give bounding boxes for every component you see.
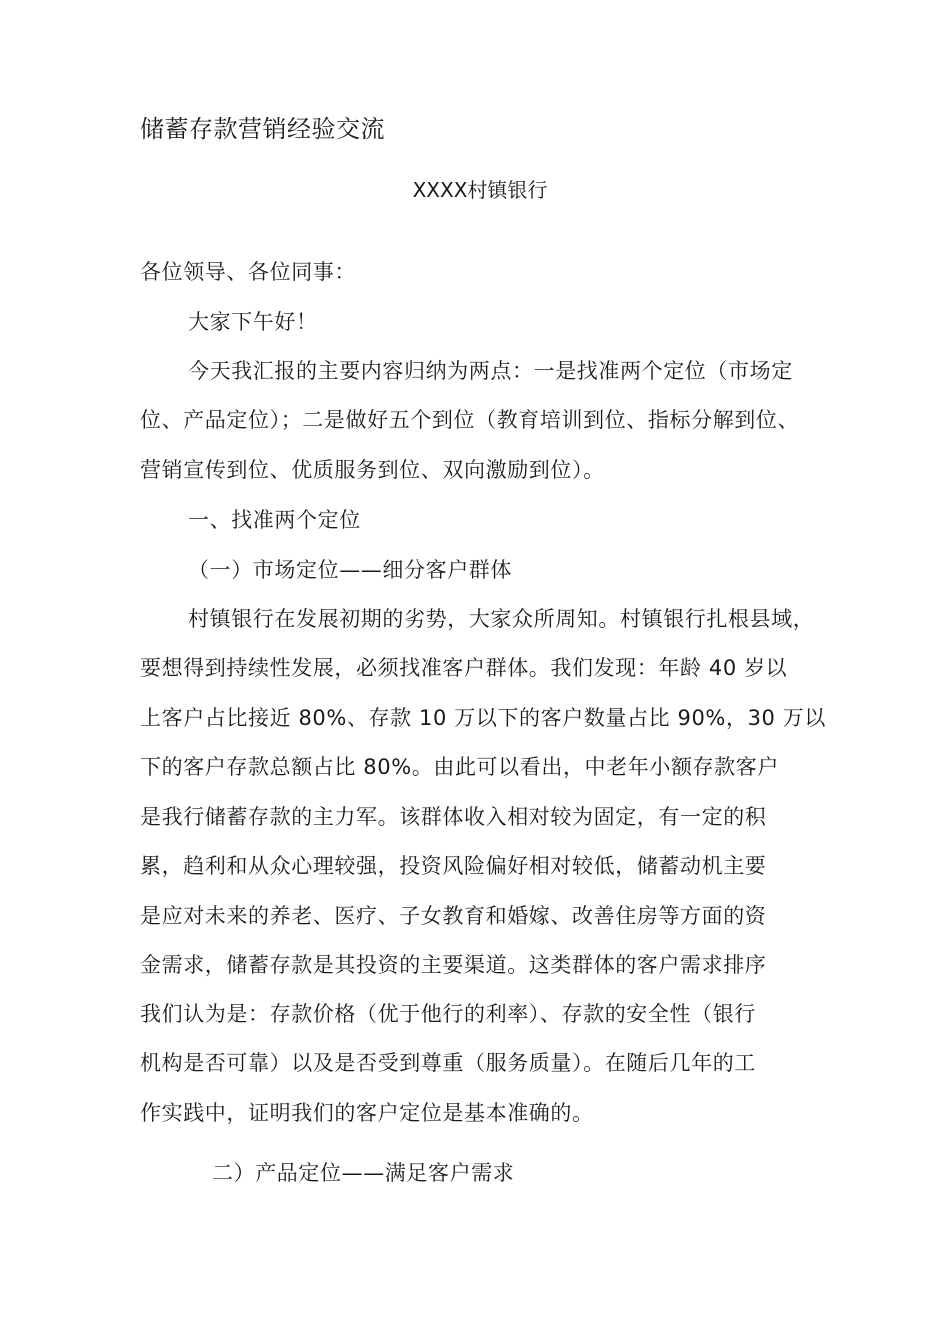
body-line: 机构是否可靠）以及是否受到尊重（服务质量）。在随后几年的工 [140, 1051, 756, 1075]
subsection-heading: （一）市场定位——细分客户群体 [188, 558, 512, 582]
subsection-heading: 二）产品定位——满足客户需求 [212, 1161, 515, 1185]
intro-line: 营销宣传到位、优质服务到位、双向激励到位）。 [140, 458, 605, 482]
body-line: 是我行储蓄存款的主力军。该群体收入相对较为固定，有一定的积 [140, 805, 767, 829]
body-line: 是应对未来的养老、医疗、子女教育和婚嫁、改善住房等方面的资 [140, 904, 767, 928]
salutation: 各位领导、各位同事： [140, 260, 356, 284]
body-line: 下的客户存款总额占比 80%。由此可以看出，中老年小额存款客户 [140, 755, 779, 779]
body-line: 我们认为是：存款价格（优于他行的利率）、存款的安全性（银行 [140, 1002, 756, 1026]
intro-line: 今天我汇报的主要内容归纳为两点：一是找准两个定位（市场定 [188, 359, 793, 383]
section-heading: 一、找准两个定位 [188, 508, 361, 532]
body-line: 累，趋利和从众心理较强，投资风险偏好相对较低，储蓄动机主要 [140, 854, 767, 878]
greeting: 大家下午好！ [188, 310, 318, 334]
body-line: 村镇银行在发展初期的劣势，大家众所周知。村镇银行扎根县域， [188, 607, 815, 631]
document-subtitle: XXXX村镇银行 [412, 178, 548, 202]
body-line: 金需求，储蓄存款是其投资的主要渠道。这类群体的客户需求排序 [140, 953, 767, 977]
body-line: 要想得到持续性发展，必须找准客户群体。我们发现：年龄 40 岁以 [140, 656, 788, 680]
body-line: 上客户占比接近 80%、存款 10 万以下的客户数量占比 90%，30 万以 [140, 706, 826, 730]
body-line: 作实践中，证明我们的客户定位是基本准确的。 [140, 1101, 594, 1125]
document-title: 储蓄存款营销经验交流 [140, 115, 385, 143]
intro-line: 位、产品定位）；二是做好五个到位（教育培训到位、指标分解到位、 [140, 408, 800, 432]
